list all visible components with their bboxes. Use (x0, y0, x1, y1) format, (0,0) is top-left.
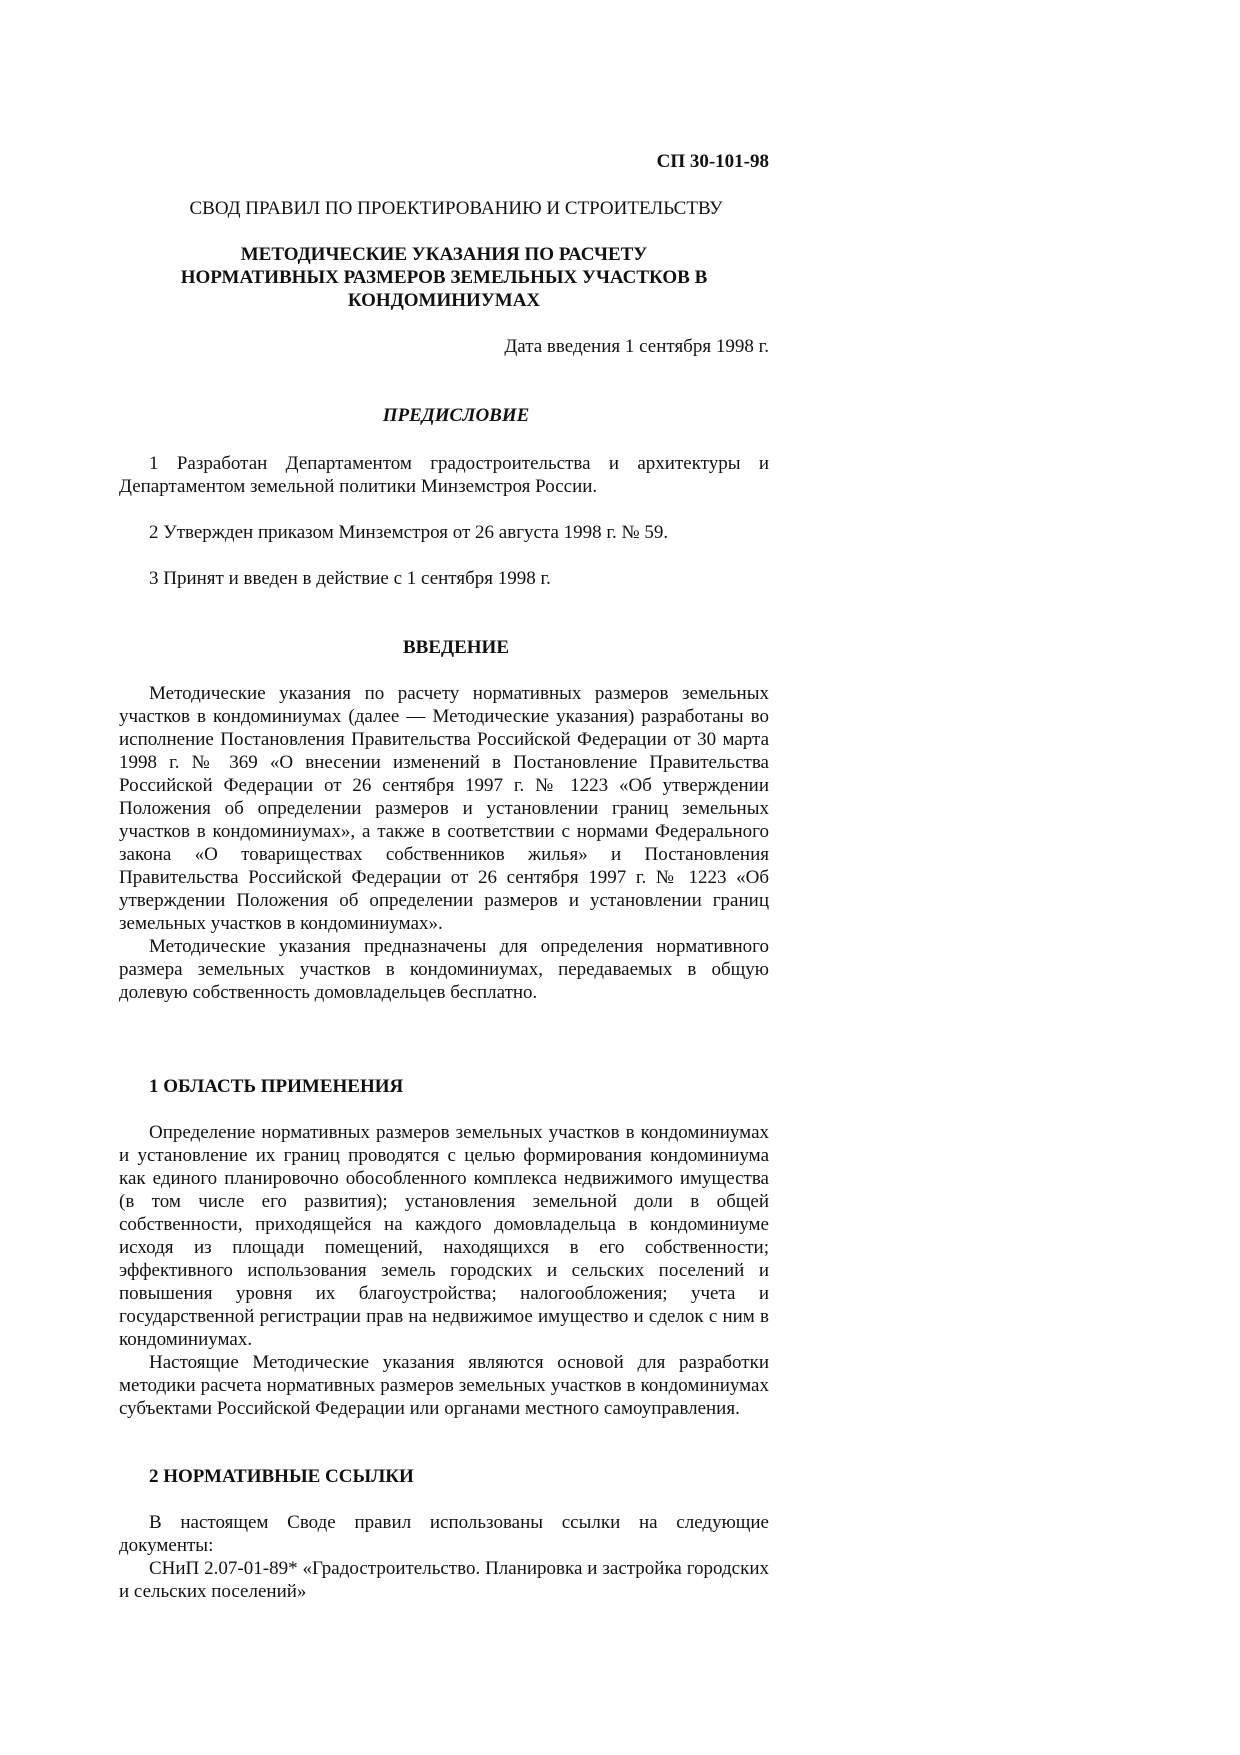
section-2-paragraph: СНиП 2.07-01-89* «Градостроительство. Планировка и застройка городских и сельских поселений» (119, 1558, 769, 1602)
preface-item: 2 Утвержден приказом Минземстроя от 26 августа 1998 г. № 59. (149, 522, 669, 543)
introduction-paragraph: Методические указания предназначены для определения нормативного размера земельных участков в кондоминиумах, передаваемых в общую долевую собственность домовладельцев бесплатно. (119, 936, 769, 1003)
section-1-paragraph: Определение нормативных размеров земельных участков в кондоминиумах и установление их границ проводятся с целью формирования кондоминиума как единого планировочно обособленного комплекса недвижимого имущества (в том числе его развития); установления земельной доли в общей собственности, приходящейся на каждого домовладельца в кондоминиуме исходя из площади помещений, находящихся в его собственности; эффективного использования земель городских и сельских поселений и повышения уровня их благоустройства; налогообложения; учета и государственной регистрации прав на недвижимое имущество и сделок с ним в кондоминиумах. (119, 1122, 769, 1350)
preface-item: 1 Разработан Департаментом градостроительства и архитектуры и Департаментом земельной политики Минземстроя России. (119, 453, 769, 497)
preface-item: 3 Принят и введен в действие с 1 сентября 1998 г. (149, 568, 551, 589)
section-1-paragraph: Настоящие Методические указания являются основой для разработки методики расчета нормативных размеров земельных участков в кондоминиумах субъектами Российской Федерации или органами местного самоуправления. (119, 1352, 769, 1419)
section-2-body (119, 1511, 769, 1603)
document-series: СВОД ПРАВИЛ ПО ПРОЕКТИРОВАНИЮ И СТРОИТЕЛЬСТВУ (189, 198, 723, 219)
section-2-paragraph: В настоящем Своде правил использованы ссылки на следующие документы: (119, 1512, 769, 1556)
section-1-body (119, 1121, 769, 1420)
title-line: КОНДОМИНИУМАХ (347, 290, 541, 311)
document-title (119, 243, 769, 312)
document-code: СП 30-101-98 (656, 151, 769, 172)
section-2-heading: 2 НОРМАТИВНЫЕ ССЫЛКИ (149, 1466, 414, 1487)
introduction-body (119, 682, 769, 1004)
preface-heading: ПРЕДИСЛОВИЕ (382, 405, 530, 426)
introduction-paragraph: Методические указания по расчету нормативных размеров земельных участков в кондоминиумах (далее — Методические указания) разработаны во исполнение Постановления Правительства Российской Федерации от 30 марта 1998 г. № 369 «О внесении изменений в Постановление Правительства Российской Федерации от 26 сентября 1997 г. № 1223 «Об утверждении Положения об определении размеров и установлении границ земельных участков в кондоминиумах», а также в соответствии с нормами Федерального закона «О товариществах собственников жилья» и Постановления Правительства Российской Федерации от 26 сентября 1997 г. № 1223 «Об утверждении Положения об определении размеров и установлении границ земельных участков в кондоминиумах». (119, 683, 769, 934)
title-line: НОРМАТИВНЫХ РАЗМЕРОВ ЗЕМЕЛЬНЫХ УЧАСТКОВ В (180, 267, 708, 288)
introduction-heading: ВВЕДЕНИЕ (403, 637, 509, 658)
effective-date: Дата введения 1 сентября 1998 г. (504, 336, 769, 357)
section-1-heading: 1 ОБЛАСТЬ ПРИМЕНЕНИЯ (149, 1076, 404, 1097)
title-line: МЕТОДИЧЕСКИЕ УКАЗАНИЯ ПО РАСЧЕТУ (240, 244, 648, 265)
